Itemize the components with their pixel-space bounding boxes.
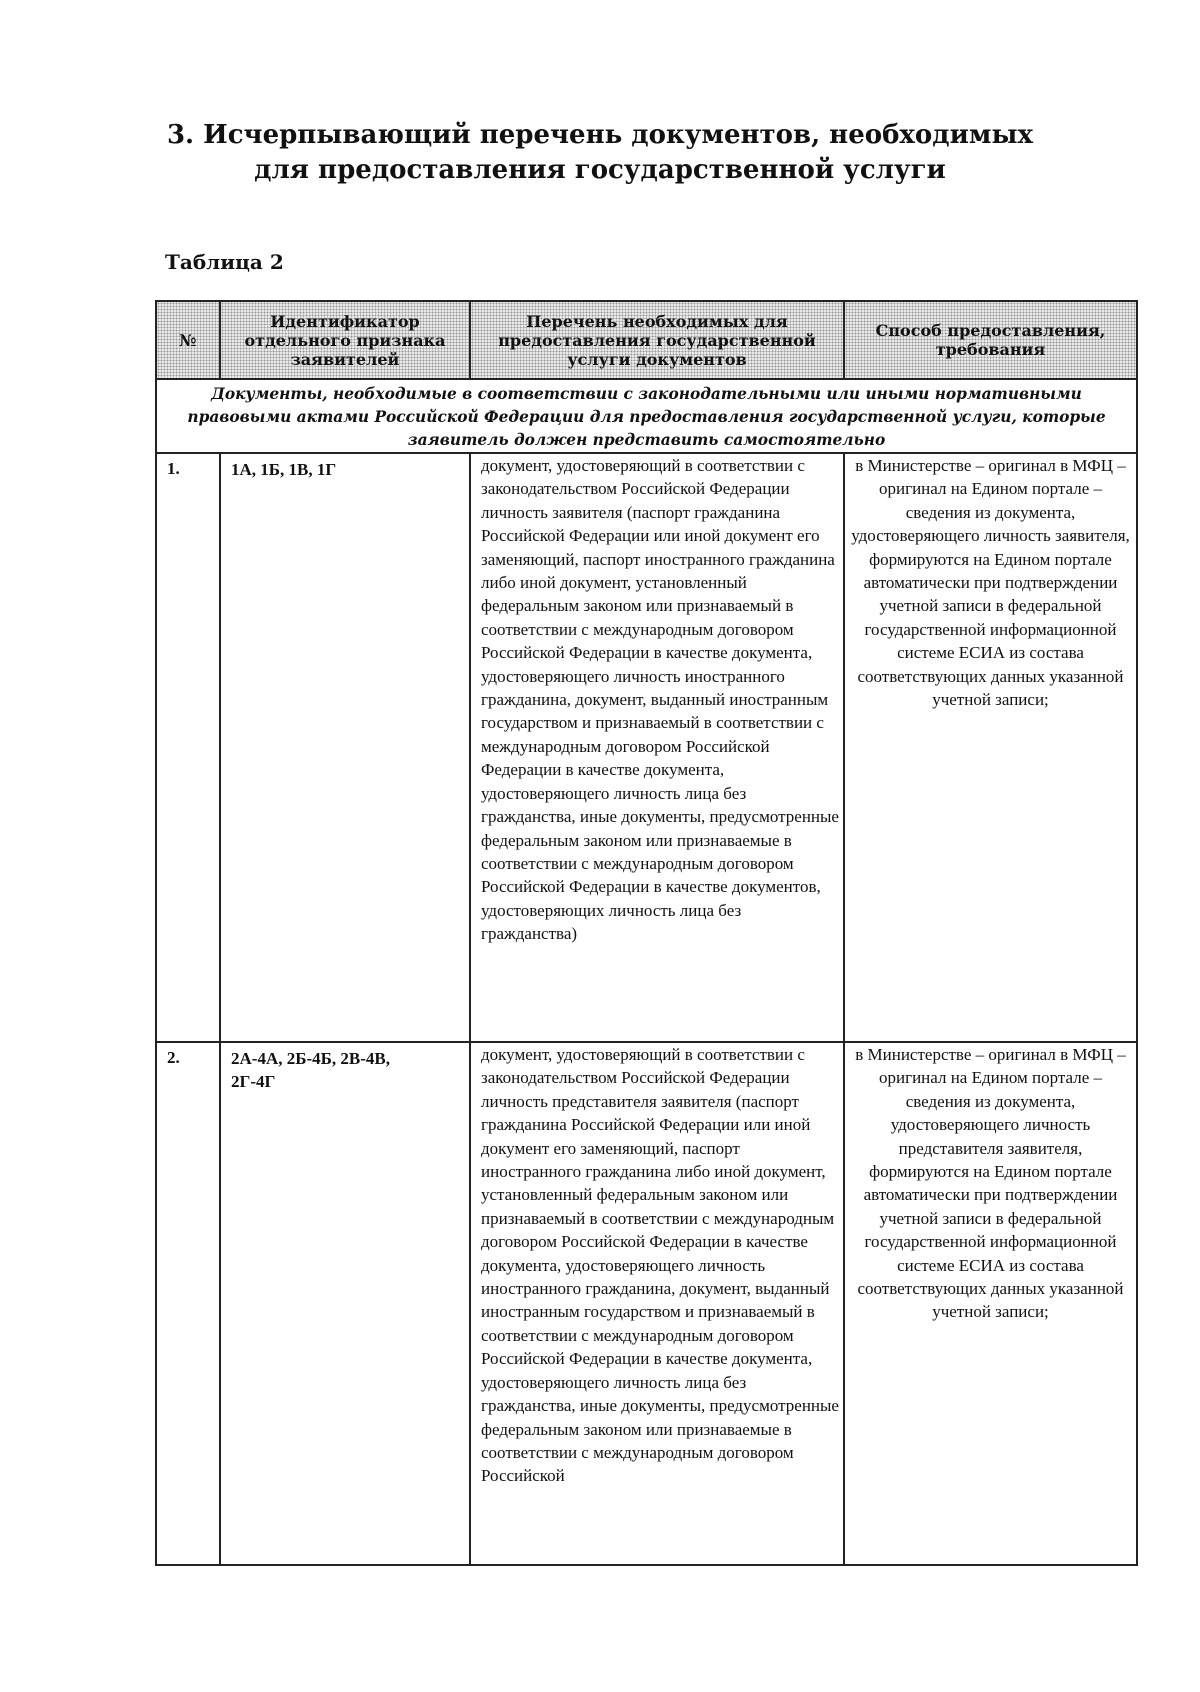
row-number: 2. xyxy=(156,1042,220,1565)
section-title: Документы, необходимые в соответствии с законодательными или иными нормативными правовыми актами Российской Федерации для предоставления государственной услуги, которые заявитель должен представить самостоятельно xyxy=(156,379,1137,453)
table-row xyxy=(156,453,1137,1042)
section-row xyxy=(156,379,1137,453)
row-method: в Министерстве – оригинал в МФЦ – оригинал на Едином портале – сведения из документа, удостоверяющего личность представителя заявителя, формируются на Едином портале автоматически при подтверждении учетной записи в федеральной государственной информационной системе ЕСИА из состава соответствующих данных указанной учетной записи; xyxy=(844,1042,1137,1565)
row-number: 1. xyxy=(156,453,220,1042)
document-heading xyxy=(0,118,1200,188)
documents-table xyxy=(155,300,1138,1566)
heading-line-2: для предоставления государственной услуги xyxy=(254,155,946,185)
row-identifier: 1А, 1Б, 1В, 1Г xyxy=(220,453,470,1042)
row-identifier: 2А-4А, 2Б-4Б, 2В-4В, 2Г-4Г xyxy=(220,1042,470,1565)
table-caption: Таблица 2 xyxy=(165,250,284,274)
header-documents: Перечень необходимых для предоставления государственной услуги документов xyxy=(470,301,844,379)
table-header-row xyxy=(156,301,1137,379)
row-method: в Министерстве – оригинал в МФЦ – оригинал на Едином портале – сведения из документа, удостоверяющего личность заявителя, формируются на Едином портале автоматически при подтверждении учетной записи в федеральной государственной информационной системе ЕСИА из состава соответствующих данных указанной учетной записи; xyxy=(844,453,1137,1042)
row-documents: документ, удостоверяющий в соответствии с законодательством Российской Федерации личность заявителя (паспорт гражданина Российской Федерации или иной документ его заменяющий, паспорт иностранного гражданина либо иной документ, установленный федеральным законом или признаваемый в соответствии с международным договором Российской Федерации в качестве документа, удостоверяющего личность иностранного гражданина, документ, выданный иностранным государством и признаваемый в соответствии с международным договором Российской Федерации в качестве документа, удостоверяющего личность лица без гражданства, иные документы, предусмотренные федеральным законом или признаваемые в соответствии с международным договором Российской Федерации в качестве документов, удостоверяющих личность лица без гражданства) xyxy=(470,453,844,1042)
heading-line-1: 3. Исчерпывающий перечень документов, необходимых xyxy=(166,120,1034,150)
header-method: Способ предоставления, требования xyxy=(844,301,1137,379)
row-documents: документ, удостоверяющий в соответствии с законодательством Российской Федерации личность представителя заявителя (паспорт гражданина Российской Федерации или иной документ его заменяющий, паспорт иностранного гражданина либо иной документ, установленный федеральным законом или признаваемый в соответствии с международным договором Российской Федерации в качестве документа, удостоверяющего личность иностранного гражданина, документ, выданный иностранным государством и признаваемый в соответствии с международным договором Российской Федерации в качестве документа, удостоверяющего личность лица без гражданства, иные документы, предусмотренные федеральным законом или признаваемые в соответствии с международным договором Российской xyxy=(470,1042,844,1565)
header-identifier: Идентификатор отдельного признака заявителей xyxy=(220,301,470,379)
table-row xyxy=(156,1042,1137,1565)
header-number: № xyxy=(156,301,220,379)
